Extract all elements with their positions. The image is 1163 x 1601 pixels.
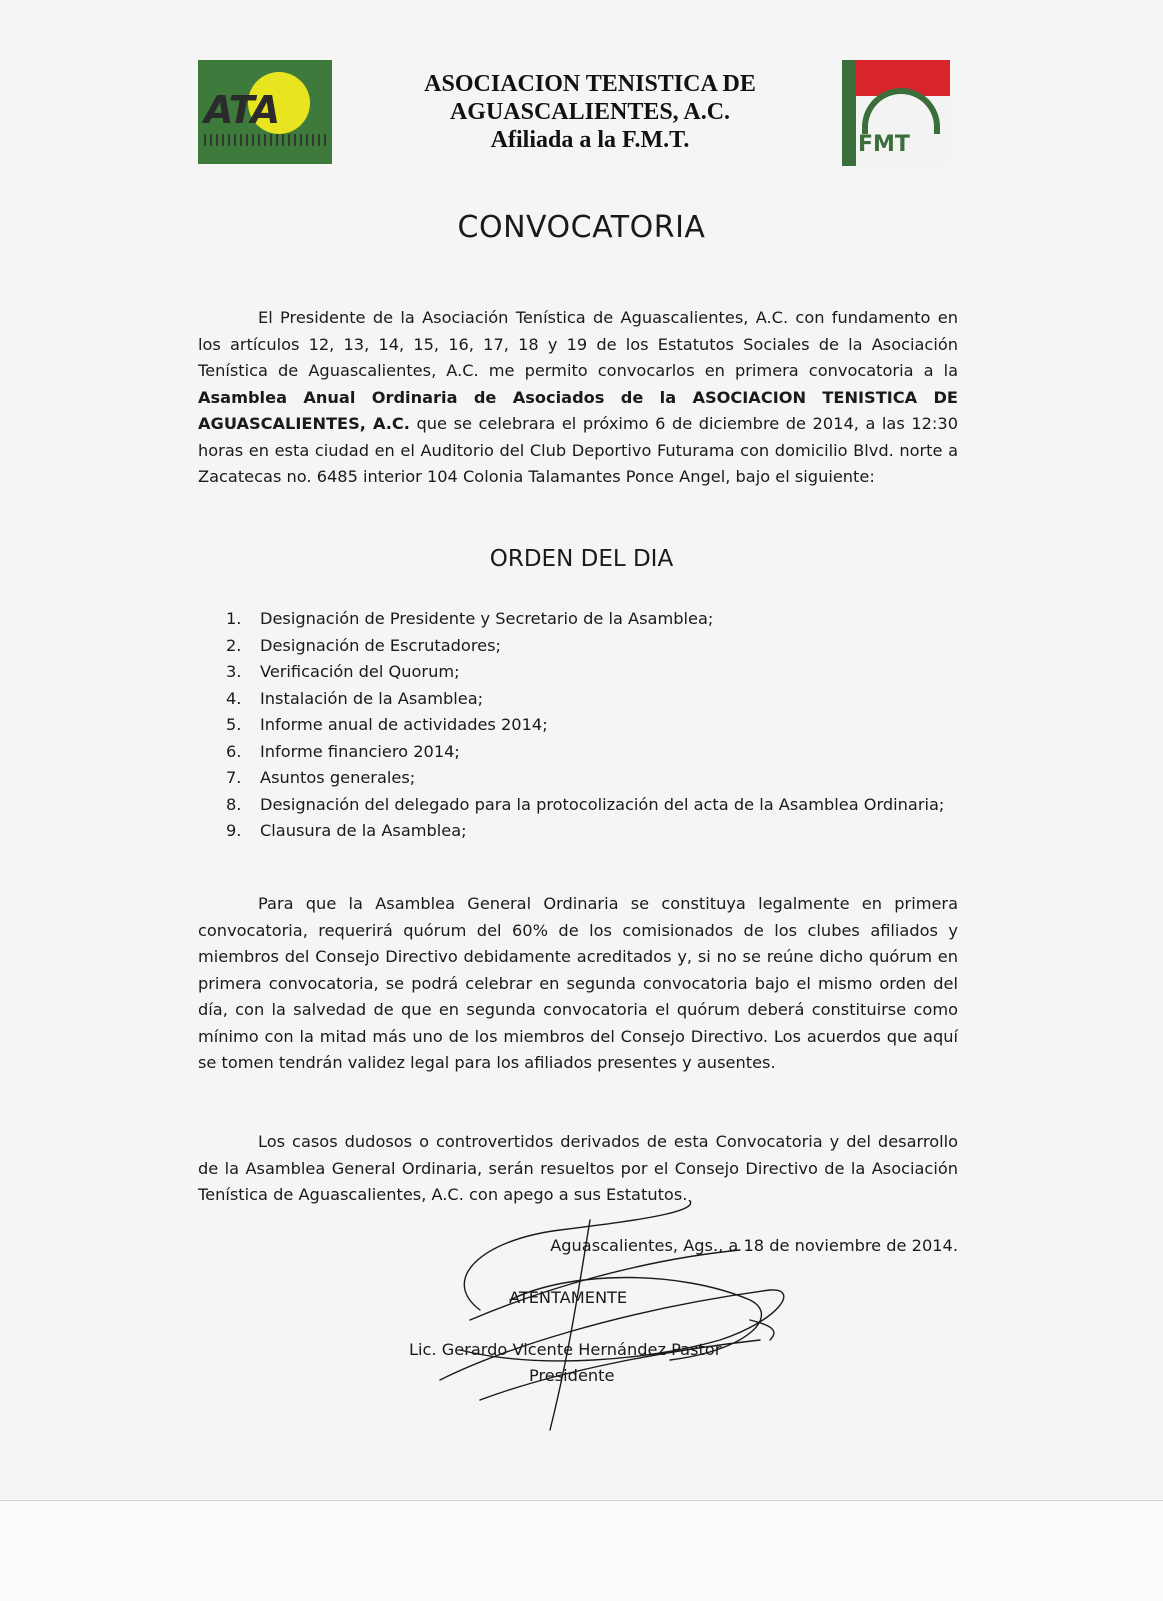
ata-logo-text: ATA xyxy=(204,88,280,132)
agenda-item-text: Verificación del Quorum; xyxy=(260,662,460,681)
agenda-item-number: 2. xyxy=(226,635,242,655)
place-date: Aguascalientes, Ags., a 18 de noviembre de 2014. xyxy=(550,1236,958,1255)
fmt-logo xyxy=(842,60,950,166)
agenda-item-text: Designación de Presidente y Secretario de la Asamblea; xyxy=(260,609,714,628)
association-name-line2: AGUASCALIENTES, A.C. xyxy=(449,99,731,125)
intro-text-b: que se celebrara el próximo 6 de diciembre de 2014, a las 12:30 horas en esta ciudad en el Auditorio del Club Deportivo Futurama con domicilio Blvd. norte a Zacatecas no. 6485 interior 104 Colonia Talamantes Ponce Angel, bajo el siguiente: xyxy=(198,414,958,486)
agenda-item-text: Clausura de la Asamblea; xyxy=(260,821,467,840)
association-name-line1: ASOCIACION TENISTICA DE xyxy=(424,71,756,97)
agenda-item xyxy=(226,686,958,713)
agenda-item-text: Informe anual de actividades 2014; xyxy=(260,715,548,734)
agenda-item-number: 8. xyxy=(226,794,242,814)
agenda-item-number: 1. xyxy=(226,609,242,628)
agenda-item-number: 5. xyxy=(226,715,242,734)
affiliation-line: Afiliada a la F.M.T. xyxy=(490,127,690,153)
signer-name: Lic. Gerardo Vicente Hernández Pastor xyxy=(409,1340,722,1359)
doubtful-cases-paragraph: Los casos dudosos o controvertidos derivados de esta Convocatoria y del desarrollo de la Asamblea General Ordinaria, serán resueltos por el Consejo Directivo de la Asociación Tenística de Aguascalientes, A.C. con apego a sus Estatutos. xyxy=(198,1132,958,1204)
ata-logo xyxy=(198,60,332,164)
agenda-item-number: 3. xyxy=(226,662,242,681)
agenda-item-number: 6. xyxy=(226,741,242,761)
agenda-item-text: Asuntos generales; xyxy=(260,768,416,787)
association-header xyxy=(360,70,820,154)
salutation: ATENTAMENTE xyxy=(509,1288,628,1307)
intro-paragraph xyxy=(198,305,958,491)
tennis-net-icon xyxy=(204,134,326,146)
document-title: CONVOCATORIA xyxy=(457,210,706,245)
agenda-title: ORDEN DEL DIA xyxy=(489,546,674,572)
agenda-item xyxy=(226,818,958,845)
agenda-item xyxy=(226,659,958,686)
agenda-item-number: 4. xyxy=(226,688,242,708)
signer-role: Presidente xyxy=(529,1366,615,1385)
handwritten-signature xyxy=(420,1200,820,1450)
quorum-paragraph: Para que la Asamblea General Ordinaria se constituya legalmente en primera convocatoria, requerirá quórum del 60% de los comisionados de los clubes afiliados y miembros del Consejo Directivo debidamente acreditados y, si no se reúne dicho quórum en primera convocatoria, se podrá celebrar en segunda convocatoria bajo el mismo orden del día, con la salvedad de que en segunda convocatoria el quórum deberá constituirse como mínimo con la mitad más uno de los miembros del Consejo Directivo. Los acuerdos que aquí se tomen tendrán validez legal para los afiliados presentes y ausentes. xyxy=(198,894,958,1072)
agenda-item-text: Designación de Escrutadores; xyxy=(260,635,501,655)
agenda-item xyxy=(226,712,958,739)
agenda-item xyxy=(226,765,958,792)
intro-text-bold: Asamblea Anual Ordinaria de Asociados de la ASOCIACION TENISTICA DE AGUASCALIENTES, A.C. xyxy=(198,387,958,433)
agenda-item-text: Instalación de la Asamblea; xyxy=(260,688,484,708)
agenda-item xyxy=(226,739,958,766)
agenda-list xyxy=(226,606,958,845)
agenda-item xyxy=(226,606,958,633)
agenda-item-text: Designación del delegado para la protocolización del acta de la Asamblea Ordinaria; xyxy=(260,794,945,814)
intro-text-a: El Presidente de la Asociación Tenística de Aguascalientes, A.C. con fundamento en los artículos 12, 13, 14, 15, 16, 17, 18 y 19 de los Estatutos Sociales de la Asociación Tenística de Aguascalientes, A.C. me permito convocarlos en primera convocatoria a la xyxy=(198,308,958,380)
agenda-item-number: 9. xyxy=(226,821,242,840)
agenda-item-text: Informe financiero 2014; xyxy=(260,741,460,761)
page-bottom-margin xyxy=(0,1500,1163,1601)
agenda-item-number: 7. xyxy=(226,768,242,787)
agenda-item xyxy=(226,792,958,819)
fmt-logo-text: FMT xyxy=(858,132,910,157)
agenda-item xyxy=(226,633,958,660)
